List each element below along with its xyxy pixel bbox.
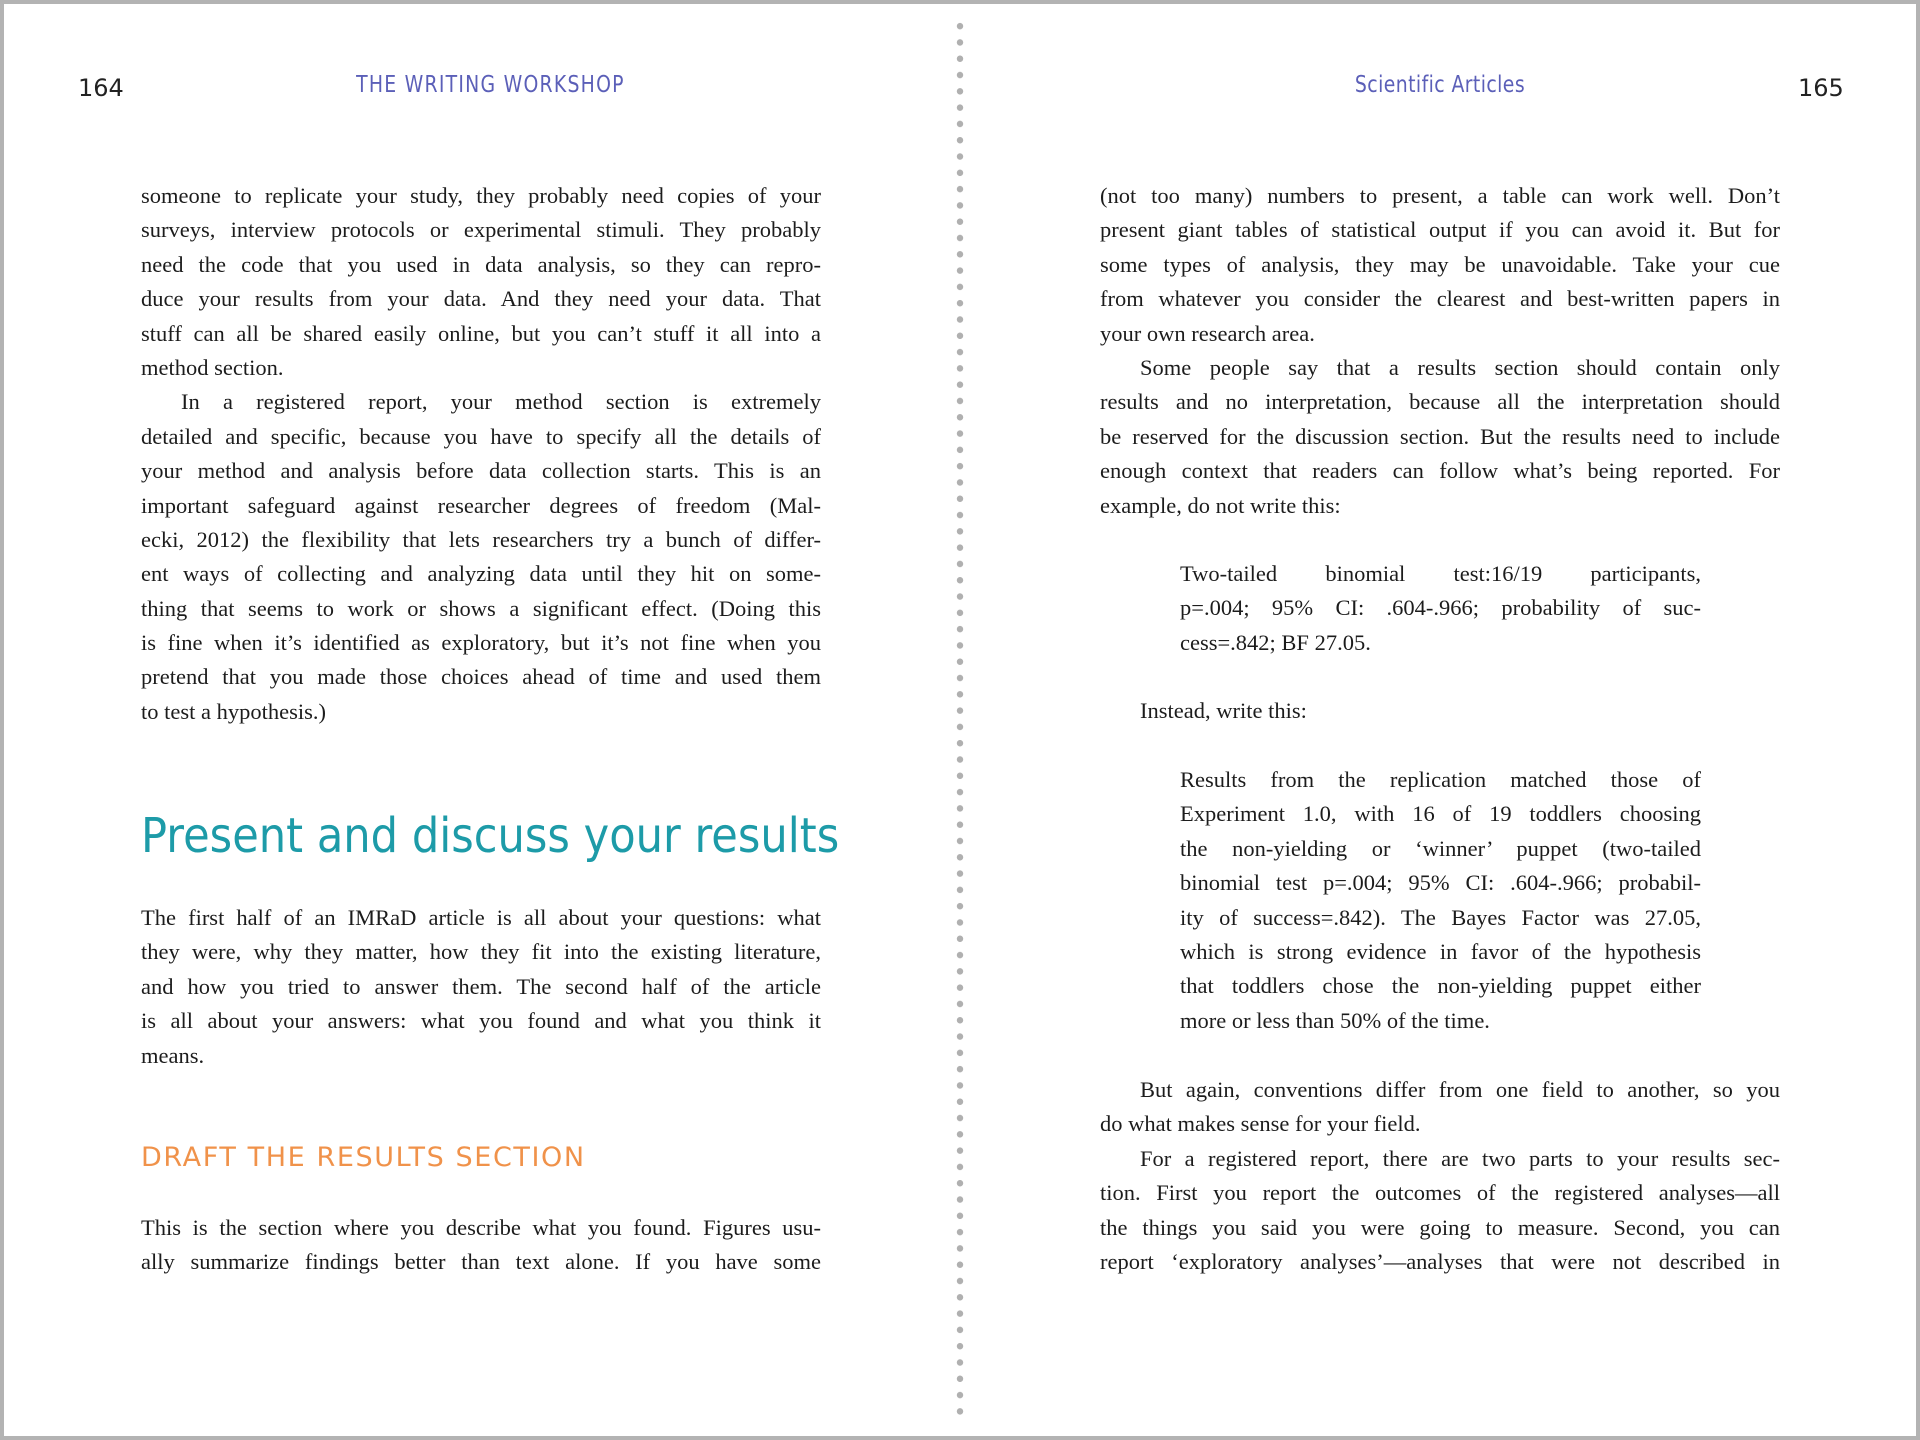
text-line: from whatever you consider the clearest and best-written papers in	[1100, 286, 1780, 312]
text-line: ally summarize findings better than text alone. If you have some	[141, 1249, 821, 1275]
text-line: Two-tailed binomial test:16/19 participants,	[1180, 561, 1701, 586]
text-line: results and no interpretation, because all the interpretation should	[1100, 389, 1780, 415]
text-line: ecki, 2012) the flexibility that lets researchers try a bunch of differ-	[141, 526, 821, 552]
text-line: surveys, interview protocols or experimental stimuli. They probably	[141, 217, 821, 243]
text-line: report ‘exploratory analyses’—analyses that were not described in	[1100, 1248, 1780, 1274]
subsection-heading: DRAFT THE RESULTS SECTION	[141, 1142, 586, 1173]
instead-text	[1140, 694, 1307, 728]
right-page-number: 165	[1798, 74, 1844, 102]
text-line: means.	[141, 1042, 205, 1068]
text-line: and how you tried to answer them. The second half of the article	[141, 973, 821, 999]
text-line: do what makes sense for your field.	[1100, 1111, 1421, 1137]
text-line: ent ways of collecting and analyzing data until they hit on some-	[141, 561, 821, 587]
text-line: is fine when it’s identified as exploratory, but it’s not fine when you	[141, 630, 821, 656]
text-line: (not too many) numbers to present, a table can work well. Don’t	[1100, 183, 1780, 208]
text-line: stuff can all be shared easily online, but you can’t stuff it all into a	[141, 320, 821, 346]
text-line: your method and analysis before data collection starts. This is an	[141, 458, 821, 484]
left-body-text-3	[141, 1211, 821, 1280]
text-line: binomial test p=.004; 95% CI: .604-.966; probabil-	[1180, 870, 1701, 896]
text-line: someone to replicate your study, they probably need copies of your	[141, 183, 821, 208]
text-line: pretend that you made those choices ahead of time and used them	[141, 664, 821, 690]
block-quote-bad-example	[1180, 557, 1701, 660]
text-line: The first half of an IMRaD article is all about your questions: what	[141, 905, 821, 930]
text-line: important safeguard against researcher degrees of freedom (Mal-	[141, 492, 821, 518]
left-body-text-2	[141, 901, 821, 1073]
text-line: enough context that readers can follow what’s being reported. For	[1100, 458, 1780, 484]
text-line: For a registered report, there are two parts to your results sec-	[1140, 1145, 1780, 1171]
text-line: thing that seems to work or shows a significant effect. (Doing this	[141, 595, 821, 621]
right-body-text-1	[1100, 179, 1780, 523]
block-quote-good-example	[1180, 763, 1701, 1038]
text-line: some types of analysis, they may be unavoidable. Take your cue	[1100, 251, 1780, 277]
text-line: the things you said you were going to measure. Second, you can	[1100, 1214, 1780, 1240]
text-line: the non-yielding or ‘winner’ puppet (two-tailed	[1180, 835, 1701, 861]
text-line: Instead, write this:	[1140, 698, 1307, 723]
text-line: In a registered report, your method section is extremely	[181, 389, 821, 415]
text-line: duce your results from your data. And they need your data. That	[141, 286, 821, 312]
left-body-text-1	[141, 179, 821, 729]
text-line: Some people say that a results section should contain only	[1140, 354, 1780, 380]
book-spine-divider	[955, 18, 965, 1424]
text-line: cess=.842; BF 27.05.	[1180, 629, 1371, 655]
text-line: need the code that you used in data analysis, so they can repro-	[141, 251, 821, 277]
left-page-number: 164	[78, 74, 124, 102]
text-line: Results from the replication matched those of	[1180, 767, 1701, 792]
text-line: But again, conventions differ from one field to another, so you	[1140, 1077, 1780, 1102]
text-line: your own research area.	[1100, 320, 1315, 346]
text-line: they were, why they matter, how they fit into the existing literature,	[141, 939, 821, 965]
text-line: detailed and specific, because you have to specify all the details of	[141, 423, 821, 449]
text-line: to test a hypothesis.)	[141, 698, 326, 724]
text-line: is all about your answers: what you found and what you think it	[141, 1008, 821, 1034]
text-line: ity of success=.842). The Bayes Factor was 27.05,	[1180, 904, 1701, 930]
left-running-head: THE WRITING WORKSHOP	[356, 72, 625, 98]
text-line: Experiment 1.0, with 16 of 19 toddlers choosing	[1180, 801, 1701, 827]
right-running-head: Scientific Articles	[1354, 72, 1526, 98]
text-line: tion. First you report the outcomes of the registered analyses—all	[1100, 1180, 1780, 1206]
text-line: This is the section where you describe what you found. Figures usu-	[141, 1215, 821, 1240]
text-line: that toddlers chose the non-yielding puppet either	[1180, 973, 1701, 999]
text-line: present giant tables of statistical output if you can avoid it. But for	[1100, 217, 1780, 243]
text-line: more or less than 50% of the time.	[1180, 1007, 1490, 1033]
text-line: p=.004; 95% CI: .604-.966; probability of suc-	[1180, 595, 1701, 621]
right-body-text-2	[1100, 1073, 1780, 1279]
text-line: example, do not write this:	[1100, 492, 1341, 518]
section-heading: Present and discuss your results	[141, 808, 840, 864]
text-line: method section.	[141, 354, 284, 380]
text-line: which is strong evidence in favor of the hypothesis	[1180, 938, 1701, 964]
text-line: be reserved for the discussion section. But the results need to include	[1100, 423, 1780, 449]
